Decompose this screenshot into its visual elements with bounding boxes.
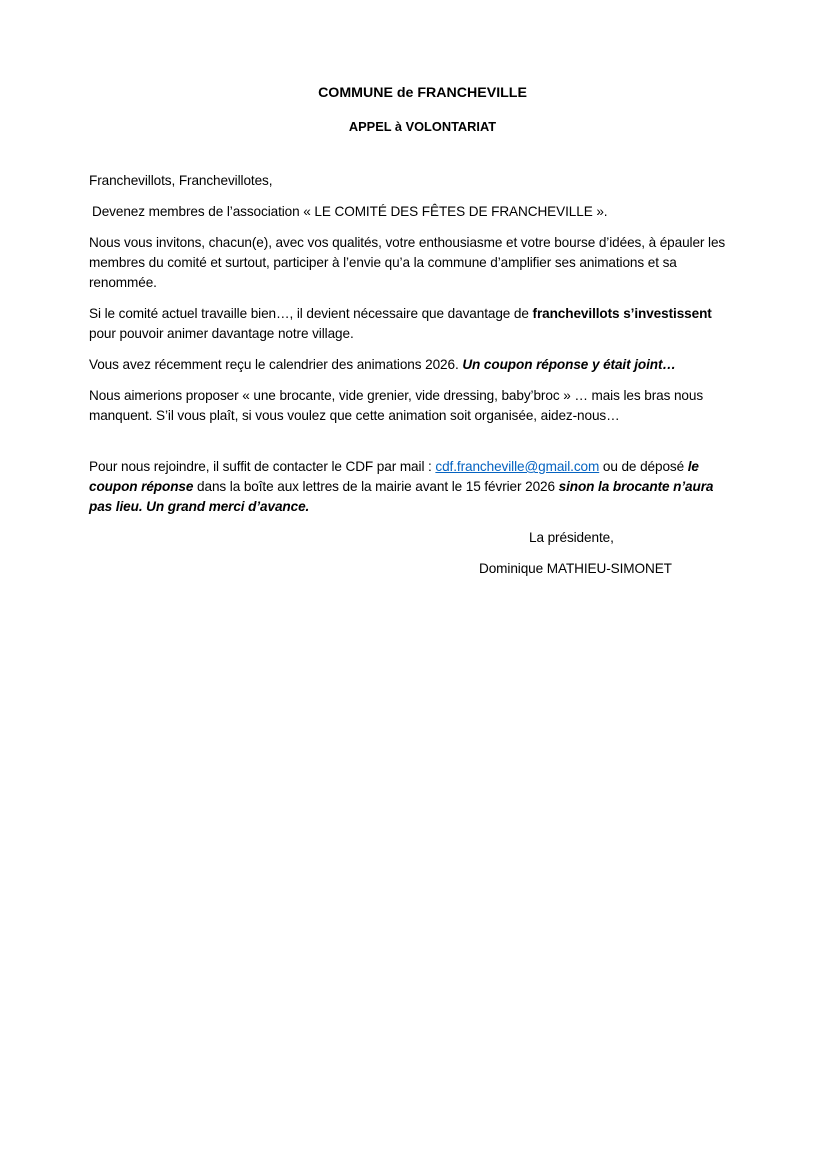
paragraph-contact-start: Pour nous rejoindre, il suffit de contacter le CDF par mail :: [89, 459, 436, 474]
paragraph-invitation: Nous vous invitons, chacun(e), avec vos qualités, votre enthousiasme et votre bourse d’idées, à épauler les membres du comité et surtout, participer à l’envie qu’a la commune d’amplifier ses animations et sa renommée.: [89, 235, 726, 290]
paragraph-calendar-start: Vous avez récemment reçu le calendrier des animations 2026.: [89, 357, 463, 372]
paragraph-contact-warning: sinon la brocante n’aura pas lieu. Un grand merci d’avance.: [89, 479, 714, 514]
letter-content: [89, 83, 734, 579]
paragraph-committee-end: pour pouvoir animer davantage notre village.: [89, 326, 354, 341]
email-link[interactable]: cdf.francheville@gmail.com: [435, 459, 600, 474]
spacer: [89, 437, 734, 457]
paragraph-contact-mid1: ou de déposé: [599, 459, 688, 474]
signature-role: La présidente,: [529, 530, 614, 545]
paragraph-committee-start: Si le comité actuel travaille bien…, il devient nécessaire que davantage de: [89, 306, 533, 321]
paragraph-calendar: [89, 355, 734, 375]
paragraph-committee-bold: franchevillots s’investissent: [532, 306, 712, 321]
greeting: Franchevillots, Franchevillotes,: [89, 173, 273, 188]
document-subtitle: APPEL à VOLONTARIAT: [348, 119, 497, 134]
paragraph-association: Devenez membres de l’association « LE COMITÉ DES FÊTES DE FRANCHEVILLE ».: [92, 204, 608, 219]
paragraph-contact-mid2: dans la boîte aux lettres de la mairie avant le 15 février 2026: [193, 479, 559, 494]
paragraph-brocante: Nous aimerions proposer « une brocante, vide grenier, vide dressing, baby’broc » … mais les bras nous manquent. S’il vous plaît, si vous voulez que cette animation soit organisée, aidez-nous…: [89, 388, 704, 423]
paragraph-contact-coupon: le coupon réponse: [89, 459, 699, 494]
paragraph-contact: [89, 457, 734, 517]
signature-name: Dominique MATHIEU-SIMONET: [479, 561, 672, 576]
paragraph-calendar-coupon: Un coupon réponse y était joint…: [462, 357, 676, 372]
document-title: COMMUNE de FRANCHEVILLE: [318, 85, 527, 101]
paragraph-committee: [89, 304, 734, 344]
